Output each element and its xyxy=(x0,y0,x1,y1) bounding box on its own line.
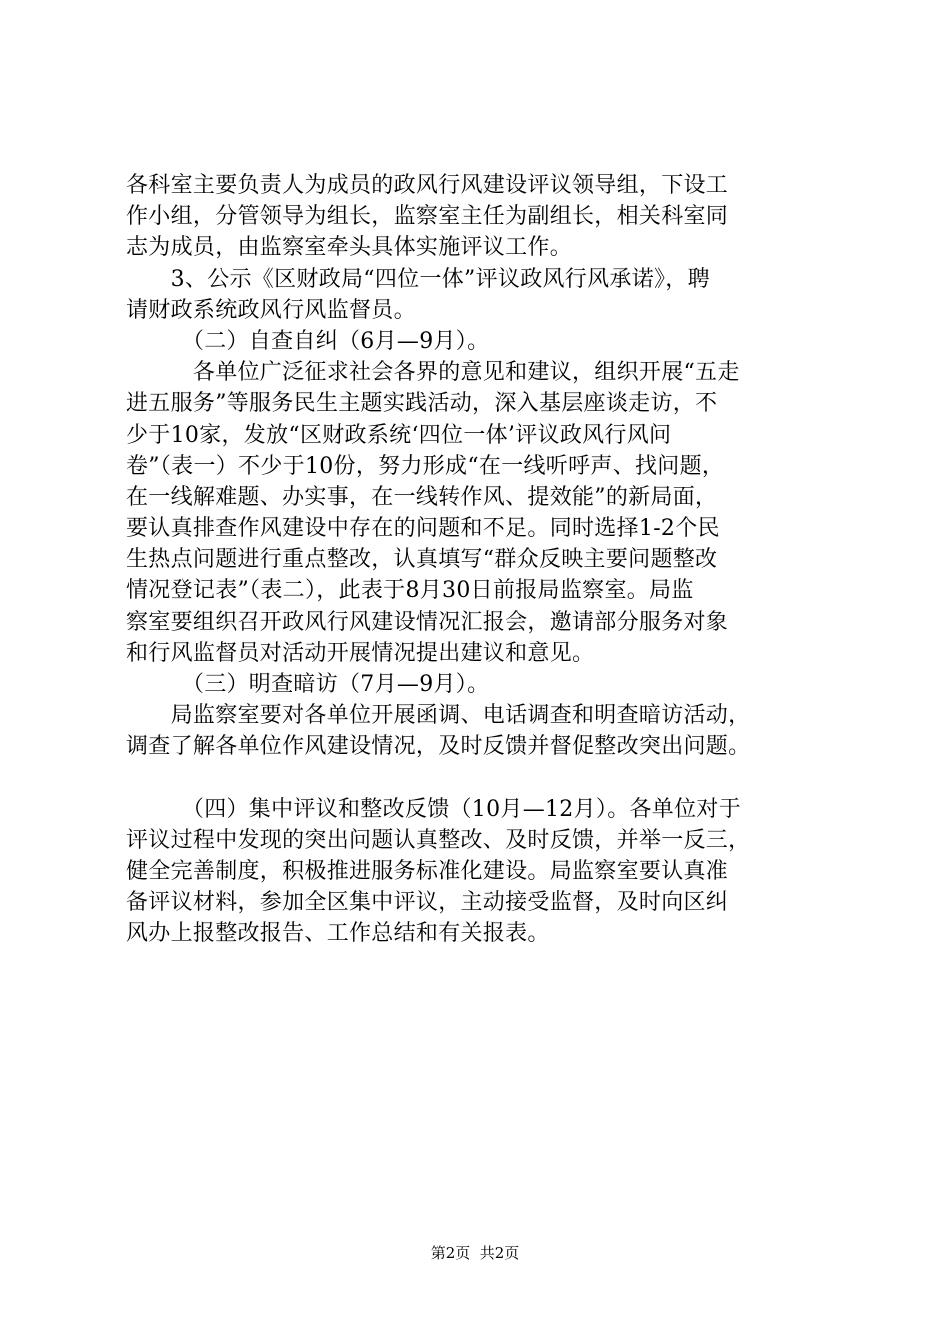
paragraph-block-2 xyxy=(126,794,831,950)
text-line: 生热点问题进行重点整改，认真填写“群众反映主要问题整改 xyxy=(126,547,718,573)
text-line: 局监察室要对各单位开展函调、电话调查和明查暗访活动， xyxy=(126,703,751,729)
text-line: （二）自查自纠（6月—9月）。 xyxy=(126,328,490,354)
text-line: 调查了解各单位作风建设情况，及时反馈并督促整改突出问题。 xyxy=(126,734,751,760)
text-line: 和行风监督员对活动开展情况提出建议和意见。 xyxy=(126,640,595,666)
text-line: （四）集中评议和整改反馈（10月—12月）。各单位对于 xyxy=(126,796,741,822)
text-line: 评议过程中发现的突出问题认真整改、及时反馈，并举一反三， xyxy=(126,827,751,853)
paragraph-gap xyxy=(126,763,831,794)
text-line: 少于10家，发放“区财政系统‘四位一体’评议政风行风问 xyxy=(126,422,672,448)
text-line: 风办上报整改报告、工作总结和有关报表。 xyxy=(126,921,550,947)
text-line: 卷”（表一）不少于10份，努力形成“在一线听呼声、找问题， xyxy=(126,453,725,479)
text-line: 作小组，分管领导为组长，监察室主任为副组长，相关科室同 xyxy=(126,204,729,230)
text-line: 进五服务”等服务民生主题实践活动，深入基层座谈走访，不 xyxy=(126,391,718,417)
text-line: 3、公示《区财政局“四位一体”评议政风行风承诺》，聘 xyxy=(126,266,710,292)
text-line: 察室要组织召开政风行风建设情况汇报会，邀请部分服务对象 xyxy=(126,609,729,635)
text-line: （三）明查暗访（7月—9月）。 xyxy=(126,672,490,697)
text-line: 志为成员，由监察室牵头具体实施评议工作。 xyxy=(126,235,573,261)
text-line: 在一线解难题、办实事，在一线转作风、提效能”的新局面， xyxy=(126,484,718,510)
text-line: 备评议材料，参加全区集中评议，主动接受监督，及时向区纠 xyxy=(126,890,729,916)
text-line: 要认真排查作风建设中存在的问题和不足。同时选择1-2个民 xyxy=(126,516,720,542)
text-line: 各科室主要负责人为成员的政风行风建设评议领导组，下设工 xyxy=(126,173,729,198)
paragraph-block-1 xyxy=(126,170,831,763)
text-line: 各单位广泛征求社会各界的意见和建议，组织开展“五走 xyxy=(126,360,740,386)
text-line: 健全完善制度，积极推进服务标准化建设。局监察室要认真准 xyxy=(126,858,729,884)
document-body xyxy=(126,170,831,950)
page-footer: 第2页 共2页 xyxy=(430,1244,520,1262)
text-line: 情况登记表”（表二），此表于8月30日前报局监察室。局监 xyxy=(126,578,694,604)
text-line: 请财政系统政风行风监督员。 xyxy=(126,297,416,323)
